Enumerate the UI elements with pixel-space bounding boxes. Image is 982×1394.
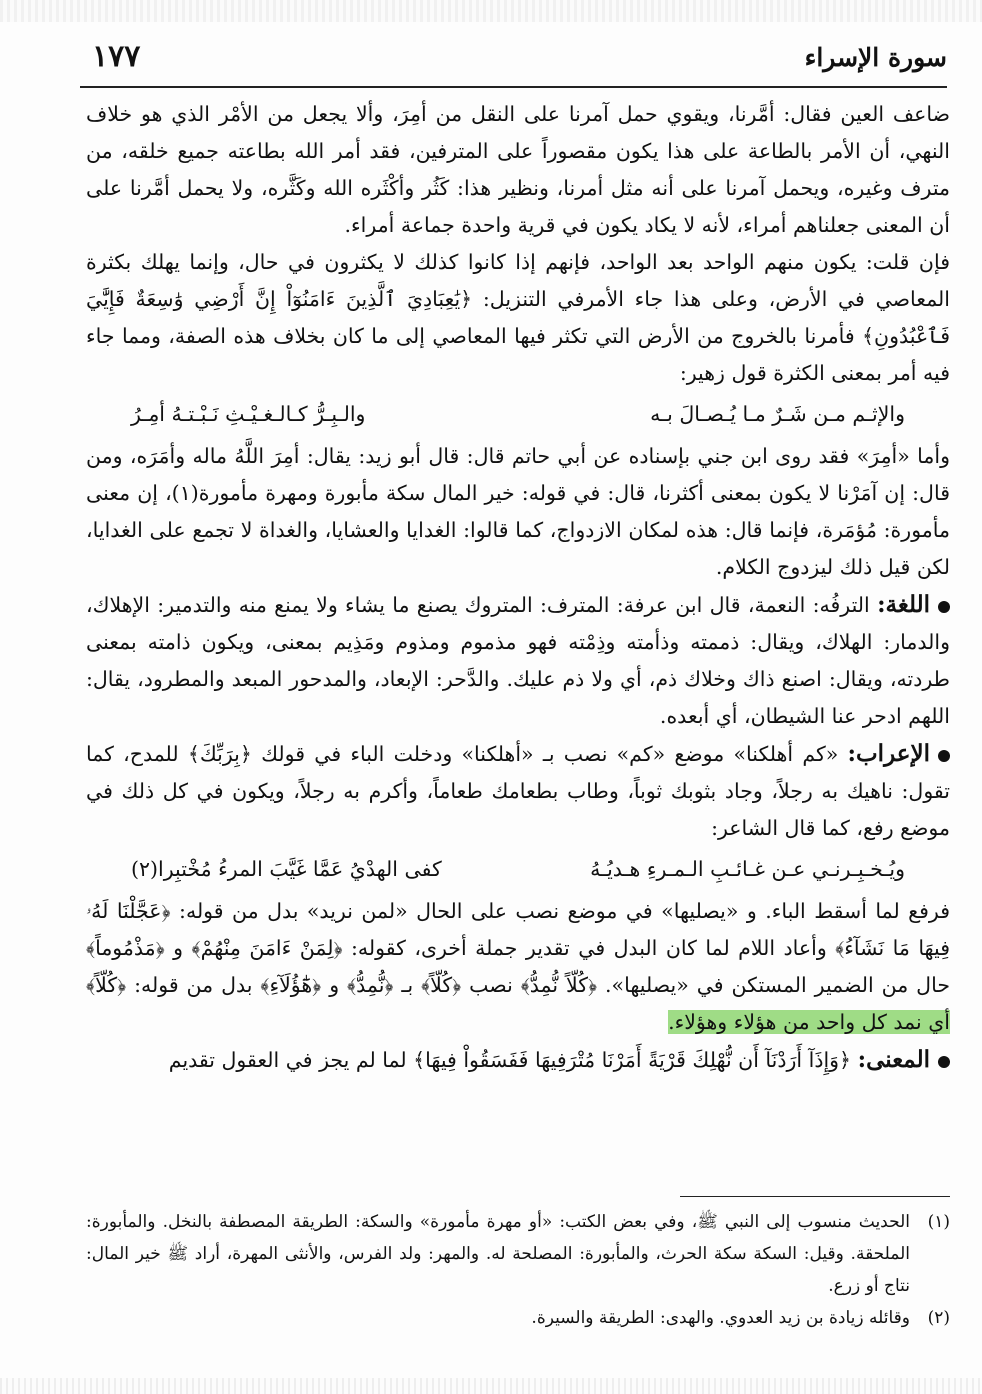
poem-verse-1: [86, 392, 950, 438]
scan-edge-bottom: [0, 1378, 982, 1394]
poem-verse-2: [86, 847, 950, 893]
paragraph-1: ضاعف العين فقال: أمَّرنا، ويقوي حمل آمرنا على النقل من أمِرَ، وألا يجعل من الأمْر الذي هو خلاف النهي، أن الأمر بالطاعة على هذا يكون مقصوراً على المترفين، فقد أمر الله بطاعته جميع خلقه، من مترف وغيره، ويحمل آمرنا على أنه مثل أمرنا، ونظير هذا: كَثُر وأكْثَره الله وكَثَّره، ولا يحمل أمَّرنا على أن المعنى جعلناهم أمراء، لأنه لا يكاد يكون في قرية واحدة جماعة أمراء.: [86, 102, 950, 237]
footnote-1: [86, 1206, 950, 1302]
poem-2-hemistich-1: ويُـخـبِـرنـي عـن غـائـبِ الـمـرءِ هـديُـهُ: [590, 857, 905, 881]
page-header: [80, 35, 947, 87]
main-text: [86, 96, 950, 1079]
surah-title: سورة الإسراء: [804, 43, 947, 72]
maana-label: المعنى:: [857, 1046, 930, 1073]
bullet-icon: [938, 601, 950, 613]
lugha-section: [86, 586, 950, 735]
paragraph-4: [86, 893, 950, 1041]
header-rule: [80, 86, 947, 88]
page-number: ١٧٧: [92, 39, 141, 74]
paragraph-4-text: فرفع لما أسقط الباء. و «يصليها» في موضع نصب على الحال «لمن نريد» بدل من قوله: ﴿عَجَّلْنَا لَهُۥ فِيهَا مَا نَشَآءُ﴾ وأعاد اللام لما كان البدل في تقدير جملة أخرى، كقوله: ﴿لِمَنْ ءَامَنَ مِنْهُمْ﴾ و ﴿مَذْمُوماً﴾ حال من الضمير المستكن في «يصليها». ﴿كُلّاً نُّمِدُّ﴾ نصب ﴿كُلّاً﴾ بـ ﴿نُّمِدُّ﴾ و ﴿هَٰٓؤُلَآءِ﴾ بدل من قوله: ﴿كُلّاً﴾: [86, 899, 950, 997]
footnote-text: الحديث منسوب إلى النبي ﷺ، وفي بعض الكتب: «أو مهرة مأمورة» والسكة: الطريقة المصطفة بالنخل. والمأبورة: الملحقة. وقيل: السكة سكة الحرث، والمأبورة: المصلحة له. والمهر: ولد الفرس، والأنثى المهرة، أراد ﷺ خير المال: نتاج أو زرع.: [86, 1212, 910, 1296]
poem-2-hemistich-2: كفى الهدْيُ عَمَّا غَيَّبَ المرءُ مُخْتبِرا(٢): [131, 857, 442, 881]
scan-edge-top: [0, 0, 982, 22]
paragraph-3: وأما «أمِرَ» فقد روى ابن جني بإسناده عن أبي حاتم قال: قال أبو زيد: يقال: أمِرَ اللَّهُ ماله وأمَرَه، ومن قال: إن آمَرْنا لا يكون بمعنى أكثرنا، قال: في قوله: خير المال سكة مأبورة ومهرة مأمورة(١)، إن معنى مأمورة: مُؤمَرة، فإنما قال: هذه لمكان الازدواج، كما قالوا: الغدايا والعشايا، والغداة لا تجمع على الغدايا، لكن قيل ذلك ليزدوج الكلام.: [86, 444, 950, 579]
footnote-text: وقائله زيادة بن زيد العدوي. والهدى: الطريقة والسيرة.: [531, 1308, 910, 1328]
footnotes: [86, 1206, 950, 1334]
highlighted-text[interactable]: أي نمد كل واحد من هؤلاء وهؤلاء.: [668, 1010, 950, 1034]
bullet-icon: [938, 1056, 950, 1068]
maana-section: [86, 1041, 950, 1079]
irab-label: الإعراب:: [847, 740, 930, 767]
irab-text: «كم أهلكنا» موضع «كم» نصب بـ «أهلكنا» ودخلت الباء في قولك ﴿بِرَبِّكَ﴾ للمدح، كما تقول: ناهيك به رجلاً، وجاد بثوبك ثوباً، وطاب بطعامك طعاماً، وأكرم به رجلاً، ويكون في كل ذلك في موضع رفع، كما قال الشاعر:: [86, 742, 950, 840]
maana-text: ﴿وَإِذَآ أَرَدْنَآ أَن نُّهْلِكَ قَرْيَةً أَمَرْنَا مُتْرَفِيهَا فَفَسَقُواْ فِيهَا﴾ لما لم يجز في العقول تقديم: [168, 1048, 852, 1072]
poem-1-hemistich-1: والإثـم مـن شَـرٌ مـا يُـصـالَ بـه: [650, 402, 905, 426]
footnote-2: [86, 1302, 950, 1334]
footnote-rule: [680, 1196, 950, 1197]
poem-1-hemistich-2: والـبِـرُّ كـالـغـيْـثِ نَـبْـتـهُ أمِـرُ: [131, 402, 366, 426]
paragraph-2: فإن قلت: يكون منهم الواحد بعد الواحد، فإنهم إذا كانوا كذلك لا يكثرون في حال، وإنما يهلك بكثرة المعاصي في الأرض، وعلى هذا جاء الأمرفي التنزيل: ﴿يَٰعِبَادِيَ ٱلَّذِينَ ءَامَنُوٓاْ إِنَّ أَرْضِي وَٰسِعَةٌ فَإِيَّٰيَ فَٱعْبُدُونِ﴾ فأمرنا بالخروج من الأرض التي تكثر فيها المعاصي إلى ما كان بخلاف هذه الصفة، ومما جاء فيه أمر بمعنى الكثرة قول زهير:: [86, 250, 950, 385]
footnote-number: (١): [927, 1212, 950, 1232]
lugha-text: الترفُه: النعمة، قال ابن عرفة: المترف: المتروك يصنع ما يشاء ولا يمنع منه والتدمير: الإهلاك، والدمار: الهلاك، ويقال: ذممته وذأمته وذِمْته فهو مذموم ومذوم ومَذِيم بمعنى، ويكون ذامته بمعنى طردته، ويقال: اصنع ذاك وخلاك ذم، أي ولا ذم عليك. والدَّحر: الإبعاد، والمدحور المبعد والمطرود، يقال: اللهم ادحر عنا الشيطان، أي أبعده.: [86, 593, 950, 728]
irab-section: [86, 735, 950, 847]
bullet-icon: [938, 750, 950, 762]
lugha-label: اللغة:: [877, 591, 930, 618]
footnote-number: (٢): [927, 1308, 950, 1328]
